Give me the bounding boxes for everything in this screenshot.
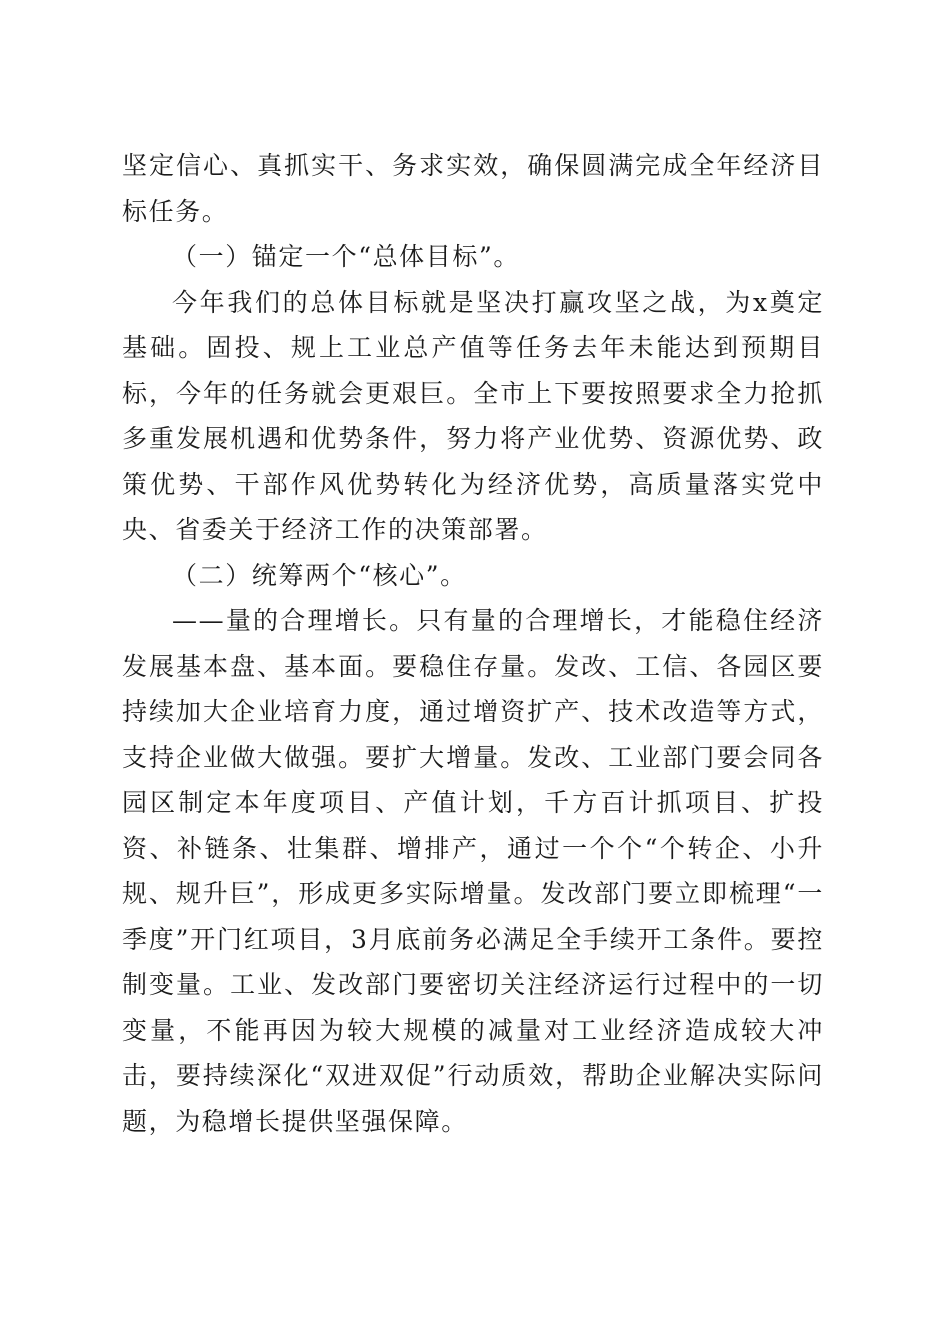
- section-heading-1: （一）锚定一个“总体目标”。: [172, 242, 520, 271]
- paragraph-continuation: 坚定信心、真抓实干、务求实效，确保圆满完成全年经济目标任务。: [122, 151, 824, 226]
- section-heading-2: （二）统筹两个“核心”。: [172, 560, 467, 590]
- paragraph-reasonable-growth: ——量的合理增长。只有量的合理增长，才能稳住经济发展基本盘、基本面。要稳住存量。发改、工信、各园区要持续加大企业培育力度，通过增资扩产、技术改造等方式，支持企业做大做强。要扩大增量。发改、工业部门要会同各园区制定本年度项目、产值计划，千方百计抓项目、扩投资、补链条、壮集群、增排产，通过一个个“个转企、小升规、规升巨”，形成更多实际增量。发改部门要立即梳理“一季度”开门红项目，3月底前务必满足全手续开工条件。要控制变量。工业、发改部门要密切关注经济运行过程中的一切变量，不能再因为较大规模的减量对工业经济造成较大冲击，要持续深化“双进双促”行动质效，帮助企业解决实际问题，为稳增长提供坚强保障。: [122, 606, 824, 1136]
- paragraph-overall-goal: 今年我们的总体目标就是坚决打赢攻坚之战，为x奠定基础。固投、规上工业总产值等任务去年未能达到预期目标，今年的任务就会更艰巨。全市上下要按照要求全力抢抓多重发展机遇和优势条件，努力将产业优势、资源优势、政策优势、干部作风优势转化为经济优势，高质量落实党中央、省委关于经济工作的决策部署。: [122, 287, 824, 544]
- document-page: [122, 143, 824, 1144]
